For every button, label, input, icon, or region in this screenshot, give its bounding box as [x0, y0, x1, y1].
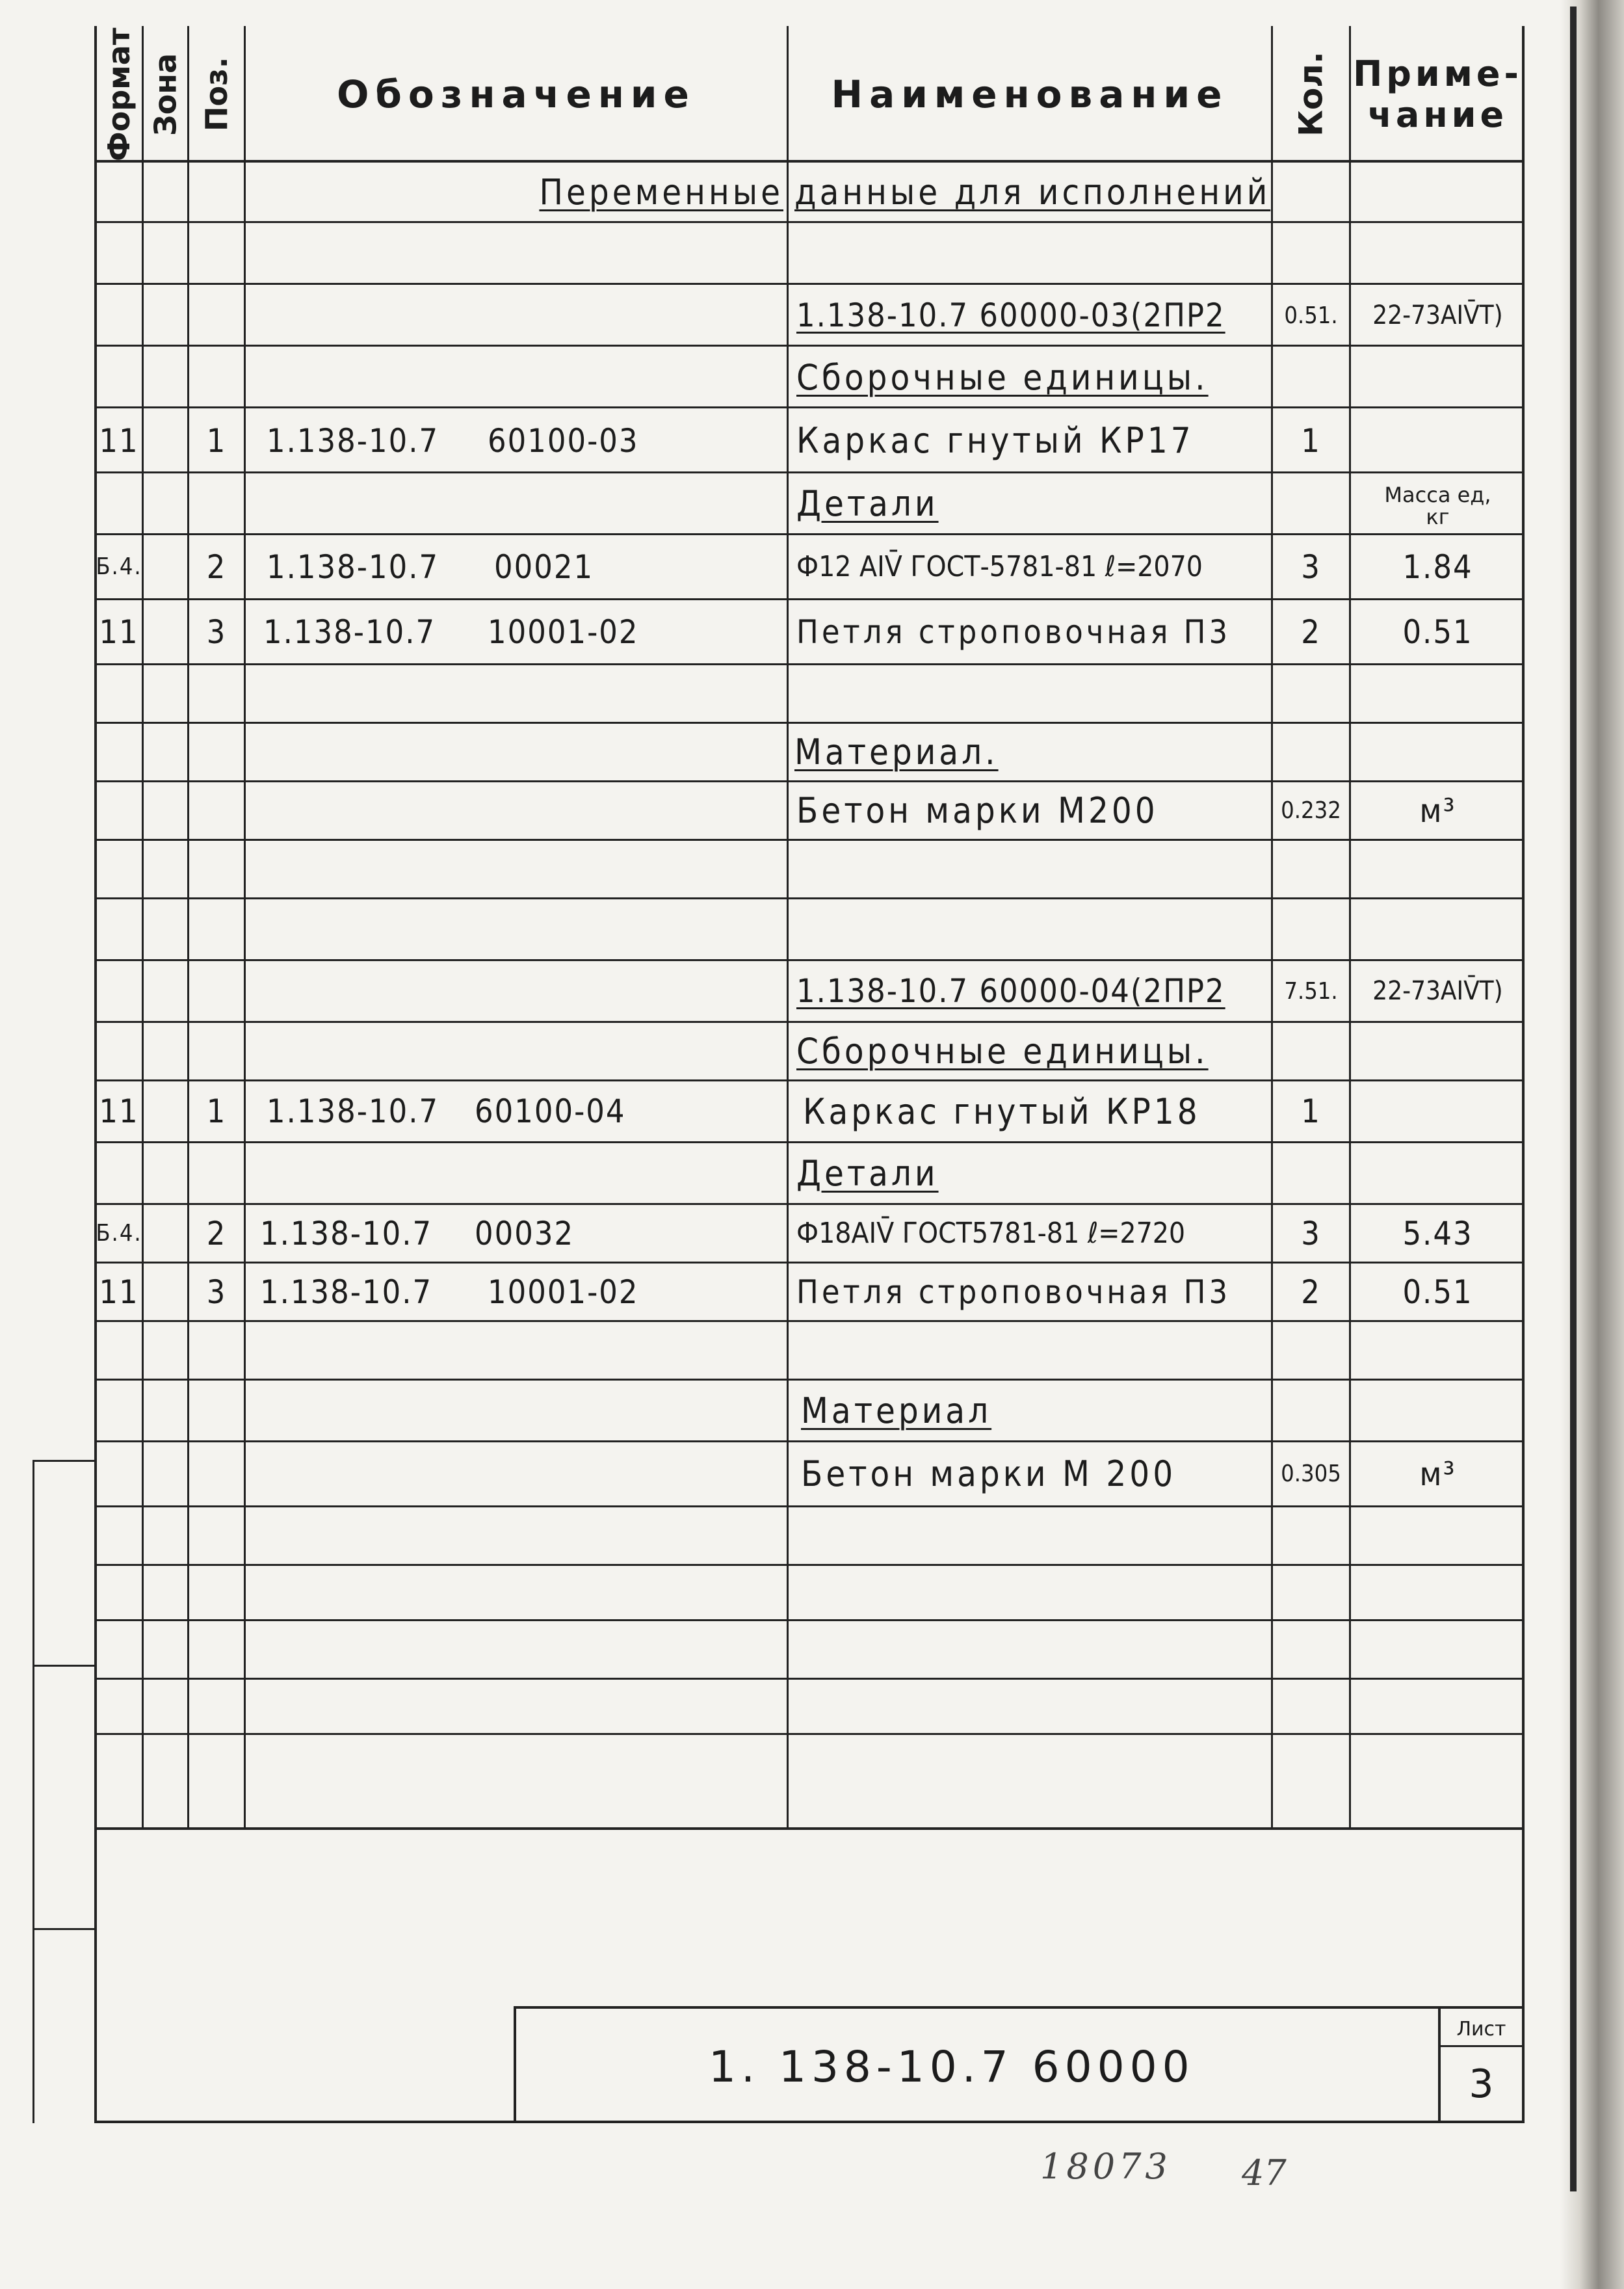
variant1-row2-name: Ф12 AIV̄ ГОСТ-5781-81 ℓ=2070 [796, 550, 1203, 583]
variant2-material-name: Бетон марки М 200 [801, 1453, 1177, 1494]
variant2-row1-num: 60100-04 [475, 1092, 626, 1130]
variant1-row2-pos: 2 [206, 548, 227, 586]
variant1-code: 1.138-10.7 60000-03(2ПР2 [796, 297, 1225, 334]
header-qty: Кол. [1292, 51, 1330, 137]
variant2-material-qty: 0.305 [1281, 1461, 1341, 1487]
variant1-row1-doc: 1.138-10.7 [267, 421, 439, 460]
variant2-row3-qty: 2 [1301, 1273, 1321, 1311]
variant1-row1-qty: 1 [1301, 421, 1321, 460]
row-line [94, 221, 1525, 223]
row-line [94, 1564, 1525, 1566]
variant1-material-title: Материал. [794, 732, 999, 773]
col-line-designation [787, 26, 789, 1829]
table-bottom-line [94, 1827, 1525, 1830]
variant1-row1-num: 60100-03 [488, 421, 639, 460]
variant1-row2-note: 1.84 [1402, 548, 1473, 586]
variant1-details-title: Детали [796, 483, 939, 524]
sheet-label: Лист [1441, 2013, 1522, 2047]
variant1-row3-qty: 2 [1301, 613, 1321, 651]
variant1-row1-format: 11 [99, 421, 139, 460]
row-line [94, 897, 1525, 899]
left-strip-line [33, 1665, 94, 1667]
header-name: Наименование [831, 72, 1229, 116]
variant2-details-title: Детали [796, 1152, 939, 1194]
row-line [94, 1678, 1525, 1680]
mass-header-line1: Масса ед, [1384, 482, 1491, 507]
variant1-material-qty: 0.232 [1281, 797, 1341, 824]
header-note-line2: чание [1367, 94, 1508, 135]
variant1-row1-name: Каркас гнутый КР17 [796, 420, 1194, 461]
sheet-number: 3 [1469, 2061, 1494, 2107]
variant1-row2-qty: 3 [1301, 548, 1321, 586]
row-line [94, 1619, 1525, 1621]
variant1-row3-num: 10001-02 [488, 613, 639, 651]
row-line [94, 345, 1525, 347]
mass-header-line2: кг [1426, 504, 1450, 529]
header-zone: Зона [148, 53, 183, 136]
variant1-row3-note: 0.51 [1402, 613, 1473, 651]
header-note [1351, 39, 1525, 150]
variant1-material-name: Бетон марки М200 [796, 790, 1159, 831]
variant2-row2-doc: 1.138-10.7 [260, 1214, 433, 1252]
binding-edge [1570, 7, 1577, 2191]
variant2-row1-pos: 1 [206, 1092, 227, 1130]
row-line [94, 1320, 1525, 1322]
section-title-left: Переменные [539, 171, 783, 213]
variant1-note: 22-73AIV̄T) [1372, 300, 1503, 330]
variant1-row3-doc: 1.138-10.7 [263, 613, 436, 651]
variant1-row2-format: Б.4. [96, 553, 142, 580]
variant2-row3-format: 11 [99, 1273, 139, 1311]
variant2-assemblies-title: Сборочные единицы. [796, 1031, 1209, 1072]
variant2-row1-qty: 1 [1301, 1092, 1321, 1130]
variant1-assemblies-title: Сборочные единицы. [796, 356, 1209, 398]
variant1-row3-name: Петля строповочная П3 [796, 613, 1231, 651]
variant2-row1-doc: 1.138-10.7 [267, 1092, 439, 1130]
variant2-code: 1.138-10.7 60000-04(2ПР2 [796, 972, 1225, 1010]
variant2-row2-num: 00032 [475, 1214, 575, 1252]
header-format: Формат [101, 27, 137, 161]
variant2-material-unit: м³ [1419, 1455, 1456, 1493]
variant2-row2-format: Б.4. [96, 1220, 142, 1247]
variant2-material-title: Материал [801, 1390, 992, 1431]
header-pos: Поз. [199, 57, 234, 132]
variant2-row2-qty: 3 [1301, 1214, 1321, 1252]
variant2-row2-note: 5.43 [1402, 1214, 1473, 1252]
handwritten-number: 18073 [1040, 2146, 1172, 2187]
row-line [94, 663, 1525, 665]
left-strip-line [33, 1928, 94, 1930]
variant1-row3-format: 11 [99, 613, 139, 651]
variant1-row2-doc: 1.138-10.7 [267, 548, 439, 586]
row-line [94, 839, 1525, 841]
variant1-row2-num: 00021 [494, 548, 594, 586]
variant1-qty: 0.51. [1284, 302, 1338, 329]
variant2-row3-name: Петля строповочная П3 [796, 1273, 1231, 1311]
variant2-row1-name: Каркас гнутый КР18 [803, 1091, 1201, 1132]
row-line [94, 283, 1525, 285]
variant1-row1-pos: 1 [206, 421, 227, 460]
handwritten-page: 47 [1242, 2152, 1287, 2193]
variant2-row3-pos: 3 [206, 1273, 227, 1311]
variant2-row1-format: 11 [99, 1092, 139, 1130]
title-block-code: 1. 138-10.7 60000 [709, 2042, 1195, 2092]
mass-header [1351, 478, 1525, 533]
row-line [94, 1505, 1525, 1507]
variant2-row3-doc: 1.138-10.7 [260, 1273, 433, 1311]
variant1-material-unit: м³ [1419, 791, 1456, 830]
variant1-row3-pos: 3 [206, 613, 227, 651]
row-line [94, 406, 1525, 408]
variant2-qty: 7.51. [1284, 977, 1338, 1005]
header-designation: Обозначение [337, 72, 696, 116]
row-line [94, 1733, 1525, 1735]
variant2-row3-num: 10001-02 [488, 1273, 639, 1311]
variant2-row2-pos: 2 [206, 1214, 227, 1252]
left-margin-strips [33, 1460, 96, 2123]
left-strip-line [33, 1460, 94, 1462]
section-title-right: данные для исполнений [794, 171, 1271, 213]
header-note-line1: Приме- [1353, 53, 1523, 94]
variant2-row2-name: Ф18AIV̄ ГОСТ5781-81 ℓ=2720 [796, 1217, 1186, 1250]
col-line-pos [244, 26, 246, 1829]
col-line-format [142, 26, 144, 1829]
variant2-row3-note: 0.51 [1402, 1273, 1473, 1311]
col-line-zone [187, 26, 189, 1829]
variant2-note: 22-73AIV̄T) [1372, 976, 1503, 1006]
